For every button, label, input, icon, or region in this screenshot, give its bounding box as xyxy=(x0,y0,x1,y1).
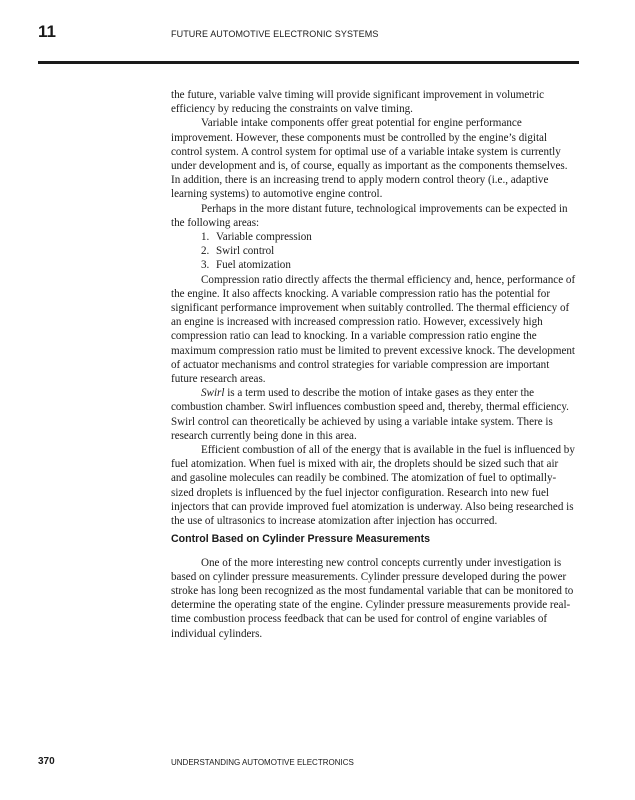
list-item-text: Fuel atomization xyxy=(216,259,291,272)
paragraph-fuel-atomization: Efficient combustion of all of the energy that is available in the fuel is influenced by fuel atomization. When fuel is mixed with air, the droplets should be sized such that air and gasoline molecules can readily be combined. The atomization of fuel to optimally-sized droplets is influenced by the fuel injector configuration. Research into new fuel injectors that can provide improved fuel atomization is underway. Also being researched is the use of ultrasonics to increase atomization after injection has occurred. xyxy=(171,444,575,528)
paragraph-variable-intake: Variable intake components offer great potential for engine performance improvement. However, these components must be controlled by the engine’s digital control system. A control system for optimal use of a variable intake system is currently under development and is, of course, equally as important as the components themselves. In addition, there is an increasing trend to apply modern control theory (i.e., adaptive learning systems) to automotive engine control. xyxy=(171,117,568,201)
list-item-number: 2. xyxy=(201,245,210,258)
paragraph-swirl xyxy=(171,386,577,443)
future-areas-list xyxy=(171,230,577,273)
list-item xyxy=(201,258,577,272)
header-rule xyxy=(38,61,579,64)
running-header-title: FUTURE AUTOMOTIVE ELECTRONIC SYSTEMS xyxy=(171,29,379,39)
swirl-term: Swirl xyxy=(201,387,225,400)
paragraph-continuation: the future, variable valve timing will provide significant improvement in volumetric efficiency by reducing the constraints on valve timing. xyxy=(171,89,545,116)
paragraph-future-areas: Perhaps in the more distant future, technological improvements can be expected in the following areas: xyxy=(171,202,568,229)
list-item xyxy=(201,230,577,244)
section-heading: Control Based on Cylinder Pressure Measurements xyxy=(171,533,431,546)
paragraph-cylinder-pressure: One of the more interesting new control concepts currently under investigation is based on cylinder pressure measurements. Cylinder pressure developed during the power stroke has long been recognized as the most fundamental variable that can be monitored to determine the operating state of the engine. Cylinder pressure measurements provide real-time combustion process feedback that can be used for control of engine variables of individual cylinders. xyxy=(171,556,574,640)
list-item-text: Variable compression xyxy=(216,231,312,244)
page-number: 370 xyxy=(38,756,55,767)
list-item-number: 1. xyxy=(201,231,210,244)
list-item-number: 3. xyxy=(201,259,210,272)
page-body xyxy=(171,88,577,641)
list-item xyxy=(201,244,577,258)
swirl-text: is a term used to describe the motion of intake gases as they enter the combustion chamber. Swirl influences combustion speed and, thereby, thermal efficiency. Swirl control can theoretically be achieved by using a variable intake system. There is research currently being done in this area. xyxy=(171,387,569,442)
footer-book-title: UNDERSTANDING AUTOMOTIVE ELECTRONICS xyxy=(171,758,354,767)
chapter-number: 11 xyxy=(38,22,56,41)
paragraph-compression-ratio: Compression ratio directly affects the thermal efficiency and, hence, performance of the engine. It also affects knocking. A variable compression ratio has the potential for significant performance improvement when suitably controlled. The thermal efficiency of an engine is increased with increased compression ratio. However, excessively high compression ratio can lead to knocking. In a variable compression ratio engine the maximum compression ratio must be limited to prevent excessive knock. The development of actuator mechanisms and control strategies for variable compression are important future research areas. xyxy=(171,273,576,386)
list-item-text: Swirl control xyxy=(216,245,275,258)
